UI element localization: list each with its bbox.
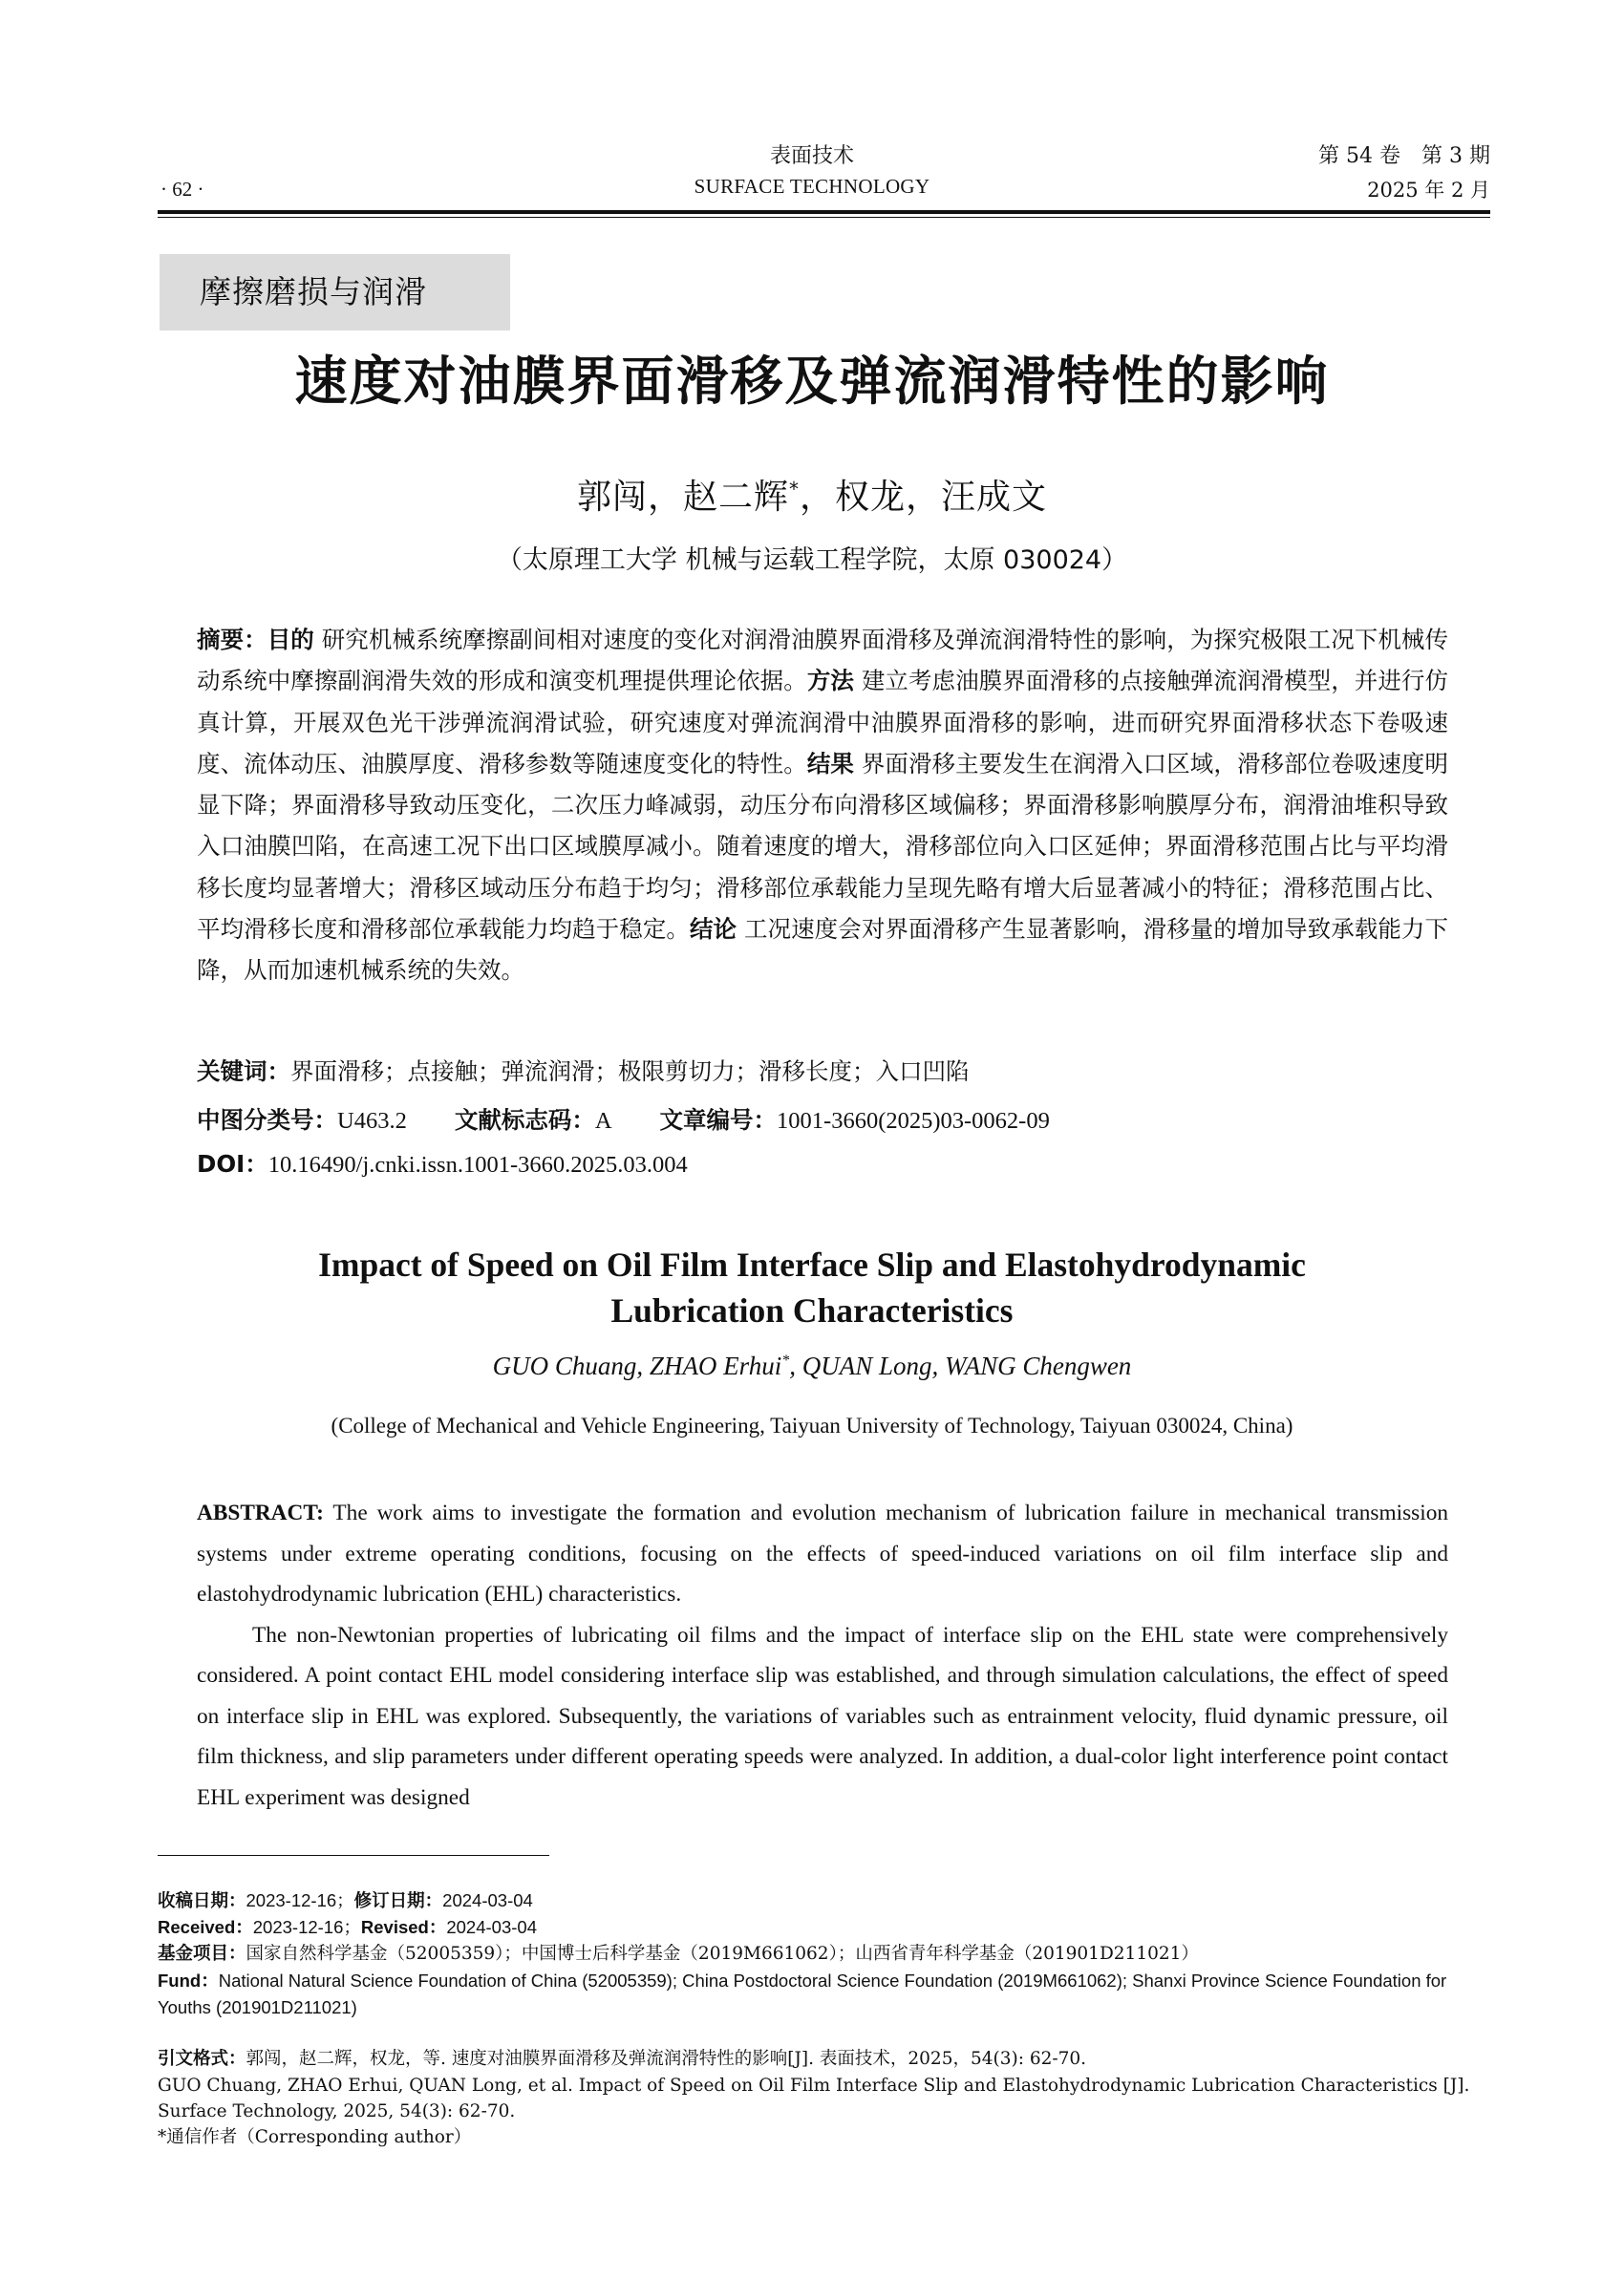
received-en-date: 2023-12-16； [252,1917,361,1937]
received-en [158,1914,1490,1941]
abstract-en [197,1493,1448,1818]
article-number-value: 1001-3660(2025)03-0062-09 [777,1108,1050,1134]
abstract-en-paragraph-2: The non-Newtonian properties of lubricating oil films and the impact of interface slip on the EHL state were comprehensively considered. A point contact EHL model considering interface slip was established, and through simulation calculations, the effect of speed on interface slip in EHL was explored. Subsequently, the variations of variables such as entrainment velocity, fluid dynamic pressure, oil film thickness, and slip parameters under different operating speeds were analyzed. In addition, a dual-color light interference point contact EHL experiment was designed [197,1622,1448,1810]
received-cn [158,1887,1490,1914]
authors-en-first: GUO Chuang, ZHAO Erhui [492,1352,782,1380]
doc-code-value: A [594,1108,612,1134]
keywords [197,1054,1448,1087]
fund-en-text: National Natural Science Foundation of China (52005359); China Postdoctoral Science Foundation (2019M661062); Shanxi Province Science Foundation for Youths (201901D211021) [158,1971,1447,2017]
corresponding-mark-en: * [781,1353,790,1369]
doc-code-label: 文献标志码： [454,1106,595,1134]
affiliation-en: (College of Mechanical and Vehicle Engineering, Taiyuan University of Technology, Taiyuan 030024, China) [331,1414,1293,1438]
results-text: 界面滑移主要发生在润滑入口区域，滑移部位卷吸速度明显下降；界面滑移导致动压变化，二次压力峰减弱，动压分布向滑移区域偏移；界面滑移影响膜厚分布，润滑油堆积导致入口油膜凹陷，在高速工况下出口区域膜厚减小。随着速度的增大，滑移部位向入口区延伸；界面滑移范围占比与平均滑移长度均显著增大；滑移区域动压分布趋于均匀；滑移部位承载能力呈现先略有增大后显著减小的特征；滑移范围占比、平均滑移长度和滑移部位承载能力均趋于稳定。 [197,749,1449,944]
page-number: · 62 · [160,178,204,201]
clc-value: U463.2 [337,1108,407,1134]
revised-en-label: Revised： [360,1917,447,1937]
citation-cn-label: 引文格式： [158,2049,246,2069]
abstract-cn [197,619,1448,991]
article-title-en [0,1242,1624,1333]
abstract-en-label: ABSTRACT: [197,1501,324,1525]
journal-title-cn: 表面技术 [769,144,854,168]
authors-en-rest: , QUAN Long, WANG Chengwen [789,1352,1132,1380]
fund-cn-text: 国家自然科学基金（52005359）；中国博士后科学基金（2019M661062）；山西省青年科学基金（201901D211021） [246,1944,1199,1964]
keywords-label: 关键词： [197,1057,290,1085]
authors-en [0,1352,1624,1381]
keywords-text: 界面滑移；点接触；弹流润滑；极限剪切力；滑移长度；入口凹陷 [290,1057,970,1085]
methods-text: 建立考虑油膜界面滑移的点接触弹流润滑模型，并进行仿真计算，开展双色光干涉弹流润滑试验，研究速度对弹流润滑中油膜界面滑移的影响，进而研究界面滑移状态下卷吸速度、流体动压、油膜厚度、滑移参数等随速度变化的特性。 [197,667,1449,778]
received-en-label: Received： [158,1917,253,1937]
doi-line [197,1146,1448,1180]
article-number-label: 文章编号： [659,1106,778,1134]
revised-en-date: 2024-03-04 [446,1917,537,1937]
corresponding-mark-cn: * [789,478,800,501]
corresponding-author-note: *通信作者（Corresponding author） [158,2127,472,2147]
issue-date: 2025 年 2 月 [1367,179,1490,202]
volume-issue: 第 54 卷 第 3 期 [1318,144,1490,168]
fund-en-label: Fund： [158,1971,219,1991]
article-title-en-line2: Lubrication Characteristics [610,1291,1014,1330]
abstract-en-p1-text: The work aims to investigate the formation and evolution mechanism of lubrication failure in mechanical transmission systems under extreme operating conditions, focusing on the effects of speed-induced variations on oil film interface slip and elastohydrodynamic lubrication (EHL) characteristics. [197,1501,1448,1607]
citation-cn-text: 郭闯，赵二辉，权龙，等. 速度对油膜界面滑移及弹流润滑特性的影响[J]. 表面技术，2025，54(3): 62-70. [246,2049,1087,2069]
objective-label: 目的 [267,626,314,653]
fund-cn [158,1941,1490,1967]
section-tag: 摩擦磨损与润滑 [160,254,510,330]
received-cn-date: 2023-12-16； [246,1890,354,1910]
affiliation-cn: （太原理工大学 机械与运载工程学院，太原 030024） [496,545,1128,575]
results-label: 结果 [806,749,854,778]
conclusion-label: 结论 [689,915,737,944]
header-rule-thick [158,210,1490,214]
clc-label: 中图分类号： [197,1106,337,1134]
objective-text: 研究机械系统摩擦副间相对速度的变化对润滑油膜界面滑移及弹流润滑特性的影响，为探究极限工况下机械传动系统中摩擦副润滑失效的形成和演变机理提供理论依据。 [197,626,1448,695]
article-title-en-line1: Impact of Speed on Oil Film Interface Slip and Elastohydrodynamic [318,1246,1306,1284]
abstract-en-paragraph-1 [197,1493,1448,1615]
doi-value: 10.16490/j.cnki.issn.1001-3660.2025.03.004 [267,1152,688,1178]
citation-cn [158,2046,1490,2072]
fund-cn-label: 基金项目： [158,1944,246,1964]
fund-en [158,1968,1490,2021]
received-cn-label: 收稿日期： [158,1891,246,1911]
authors-cn-rest: ，权龙，汪成文 [800,478,1048,517]
revised-cn-label: 修订日期： [353,1891,443,1911]
abstract-cn-label: 摘要： [197,626,267,653]
citation-en: GUO Chuang, ZHAO Erhui, QUAN Long, et al. Impact of Speed on Oil Film Interface Slip and Elastohydrodynamic Lubrication Characteristics [J]. Surface Technology, 2025, 54(3): 62-70. [158,2076,1470,2121]
methods-label: 方法 [806,667,854,695]
journal-title-en: SURFACE TECHNOLOGY [694,175,930,198]
header-rule-thin [158,217,1490,218]
doi-label: DOI： [197,1150,268,1178]
authors-cn [0,470,1624,519]
revised-cn-date: 2024-03-04 [442,1890,533,1910]
article-title-cn: 速度对油膜界面滑移及弹流润滑特性的影响 [294,351,1330,412]
classification-line [197,1102,1448,1136]
authors-cn-first: 郭闯，赵二辉 [576,478,789,517]
conclusion-text: 工况速度会对界面滑移产生显著影响，滑移量的增加导致承载能力下降，从而加速机械系统的失效。 [197,915,1448,985]
footnote-rule [158,1855,549,1856]
